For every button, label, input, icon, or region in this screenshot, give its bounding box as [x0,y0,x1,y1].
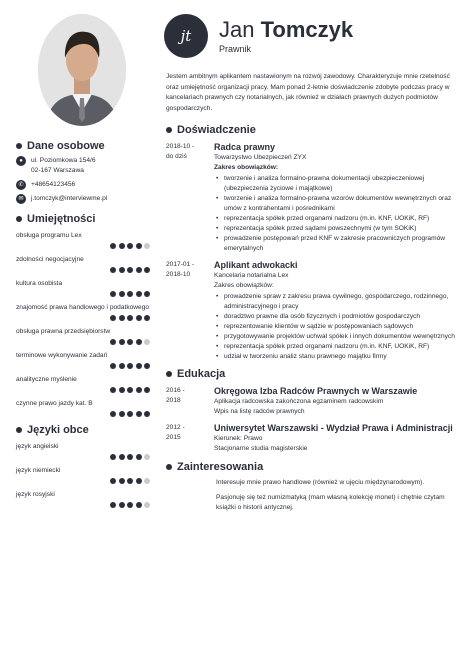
duties-label: Zakres obowiązków: [214,282,274,289]
section-experience-title [166,124,464,136]
rating-dot [119,315,125,321]
section-personal-title [16,140,156,152]
entry-line: Stacjonarne studia magisterskie [214,445,308,452]
job-title: Prawnik [219,44,252,54]
rating-dot [110,291,116,297]
header [164,14,464,58]
entry-org: Kancelaria notarialna Lex [214,272,289,279]
skill-name: obsługa programu Lex [16,232,82,239]
phone-icon: ✆ [16,180,26,190]
bullet-dot [166,371,172,377]
entry-org: Towarzystwo Ubezpieczeń ZYX [214,154,307,161]
rating-dot [144,387,150,393]
experience-list [164,142,464,362]
skill-item [16,375,156,393]
section-experience-label: Doświadczenie [177,124,256,136]
section-personal-label: Dane osobowe [27,140,105,152]
contact-phone [16,180,156,190]
rating-dot [144,315,150,321]
rating-dot [127,387,133,393]
last-name: Tomczyk [260,17,354,42]
section-skills-title [16,213,156,225]
profile-photo [38,14,126,126]
rating-dot [127,363,133,369]
entry-date: 2016 - 2018 [166,387,185,404]
rating-dot [110,502,116,508]
education-entry [164,423,464,454]
entry-details [214,260,464,362]
email-text[interactable]: j.tomczyk@interviewme.pl [31,195,108,202]
duty-item: • reprezentowanie klientów w sądzie w postępowaniach sądowych [214,322,464,332]
first-name: Jan [219,17,255,42]
rating-dot [110,339,116,345]
rating-dots [16,267,156,273]
skill-name: język rosyjski [16,491,55,498]
section-interests-title [166,461,464,473]
address-text: ul. Poziomkowa 154/6 02-167 Warszawa [31,157,96,174]
languages-list [16,442,156,508]
rating-dot [119,291,125,297]
duty-item: • prowadzenie spraw z zakresu prawa cywilnego, gospodarczego, rodzinnego, administracyjnego i pracy [214,292,464,312]
entry-line: Aplikacja radcowska zakończona egzaminem radcowskim [214,398,384,405]
duties-list [214,292,464,362]
duty-item: • prowadzenie postępowań przed KNF w zakresie pracowniczych programów emerytalnych [214,234,464,254]
rating-dot [119,411,125,417]
rating-dot [144,243,150,249]
skill-item [16,490,156,508]
contact-email[interactable] [16,194,156,204]
skill-name: zdolności negocjacyjne [16,256,84,263]
section-languages-label: Języki obce [27,424,89,436]
rating-dot [127,339,133,345]
skill-name: kultura osobista [16,280,63,287]
skill-name: obsługa prawna przedsiębiorstw [16,328,111,335]
rating-dots [16,291,156,297]
skill-item [16,399,156,417]
skill-item [16,442,156,460]
skill-item [16,351,156,369]
rating-dot [136,478,142,484]
rating-dot [136,454,142,460]
rating-dot [119,363,125,369]
rating-dots [16,478,156,484]
rating-dots [16,315,156,321]
section-interests-label: Zainteresowania [177,461,264,473]
skills-list [16,231,156,417]
bullet-dot [166,127,172,133]
rating-dot [144,363,150,369]
entry-details [214,386,464,417]
rating-dot [110,267,116,273]
duty-item: • tworzenie i analiza formalno-prawna dokumentacji ubezpieczeniowej (ubezpieczenia życiowe i majątkowe) [214,174,464,194]
rating-dot [136,291,142,297]
duty-item: • doradztwo prawne dla osób fizycznych i podmiotów gospodarczych [214,312,464,322]
skill-name: analityczne myślenie [16,376,77,383]
rating-dot [127,267,133,273]
rating-dot [127,411,133,417]
section-education-label: Edukacja [177,368,226,380]
rating-dot [110,478,116,484]
rating-dot [119,502,125,508]
full-name [219,18,353,42]
rating-dot [136,315,142,321]
rating-dots [16,363,156,369]
skill-name: czynne prawo jazdy kat. B [16,400,93,407]
rating-dot [144,267,150,273]
rating-dot [144,478,150,484]
pin-icon: ● [16,156,26,166]
duties-list [214,174,464,254]
rating-dots [16,243,156,249]
rating-dot [127,315,133,321]
email-icon: ✉ [16,194,26,204]
education-entry [164,386,464,417]
experience-entry [164,260,464,362]
duty-item: • udział w tworzeniu analiz stanu prawnego majątku firmy [214,352,464,362]
rating-dot [110,243,116,249]
bullet-dot [16,216,22,222]
skill-item [16,255,156,273]
entry-title: Uniwersytet Warszawski - Wydział Prawa i Administracji [214,423,453,433]
duty-item: • przygotowywanie projektów uchwał spółek i innych dokumentów wewnętrznych [214,332,464,342]
rating-dot [144,411,150,417]
skill-item [16,327,156,345]
rating-dot [110,387,116,393]
skill-item [16,466,156,484]
entry-title: Aplikant adwokacki [214,260,298,270]
rating-dot [144,454,150,460]
rating-dot [136,339,142,345]
skill-item [16,279,156,297]
bullet-dot [16,427,22,433]
left-column [16,14,156,508]
interest-paragraph: Pasjonuję się też numizmatyką (mam własną kolekcję monet) i chętnie czytam książki o historii antycznej. [216,494,445,511]
rating-dot [127,454,133,460]
skill-name: znajomość prawa handlowego i podatkowego [16,304,150,311]
rating-dots [16,454,156,460]
rating-dot [136,363,142,369]
entry-line: Wpis na listę radców prawnych [214,408,305,415]
rating-dot [110,363,116,369]
bullet-dot [166,464,172,470]
rating-dot [144,502,150,508]
duties-label: Zakres obowiązków: [214,164,279,171]
rating-dots [16,411,156,417]
interest-paragraph: Interesuje mnie prawo handlowe (również w ujęciu międzynarodowym). [216,479,425,486]
entry-title: Okręgowa Izba Radców Prawnych w Warszawie [214,386,418,396]
education-list [164,386,464,454]
rating-dot [119,339,125,345]
phone-text: +48654123456 [31,181,76,188]
rating-dot [144,339,150,345]
section-education-title [166,368,464,380]
rating-dot [119,243,125,249]
rating-dot [127,478,133,484]
entry-details [214,142,464,254]
skill-name: terminowe wykonywanie zadań [16,352,108,359]
entry-date: 2017-01 - 2018-10 [166,261,195,278]
section-skills-label: Umiejętności [27,213,96,225]
duty-item: • reprezentacja spółek przed organami nadzoru (m.in. KNF, UOKiK, RF) [214,214,464,224]
skill-item [16,303,156,321]
rating-dot [127,291,133,297]
bullet-dot [16,143,22,149]
rating-dots [16,502,156,508]
entry-date: 2012 - 2015 [166,424,185,441]
entry-line: Kierunek: Prawo [214,435,263,442]
portrait-illustration [38,14,126,126]
entry-details [214,423,464,454]
rating-dot [110,315,116,321]
contact-address [16,156,156,176]
rating-dot [136,243,142,249]
rating-dot [136,267,142,273]
rating-dot [136,411,142,417]
rating-dot [127,502,133,508]
rating-dot [127,243,133,249]
skill-item [16,231,156,249]
duty-item: • tworzenie i analiza formalno-prawna wzorów dokumentów wewnętrznych oraz umów z kontrahentami i pośrednikami [214,194,464,214]
entry-title: Radca prawny [214,142,276,152]
experience-entry [164,142,464,254]
rating-dot [136,387,142,393]
rating-dots [16,387,156,393]
rating-dot [144,291,150,297]
rating-dot [119,478,125,484]
name-block [219,18,353,54]
section-languages-title [16,424,156,436]
rating-dot [119,267,125,273]
skill-name: język niemiecki [16,467,61,474]
rating-dot [119,387,125,393]
duty-item: • reprezentacja spółek przed sądami powszechnymi (w tym SOKiK) [214,224,464,234]
rating-dot [136,502,142,508]
duty-item: • reprezentacja spółek przed organami nadzoru (m.in. KNF, UOKiK, RF) [214,342,464,352]
skill-name: język angielski [16,443,59,450]
rating-dot [110,411,116,417]
right-column [164,14,464,513]
rating-dot [110,454,116,460]
monogram-logo: jt [164,14,208,58]
rating-dots [16,339,156,345]
rating-dot [119,454,125,460]
summary-text: Jestem ambitnym aplikantem nastawionym na rozwój zawodowy. Charakteryzuje mnie rzetelność oraz umiejętność organizacji pracy. Mam ponad 2-letnie doświadczenie zdobyte podczas pracy w kancelariach prawnych czy notarialnych, jak również w działach prawnych dużych podmiotów gospodarczych. [166,73,450,112]
entry-date: 2018-10 - do dziś [166,143,195,160]
